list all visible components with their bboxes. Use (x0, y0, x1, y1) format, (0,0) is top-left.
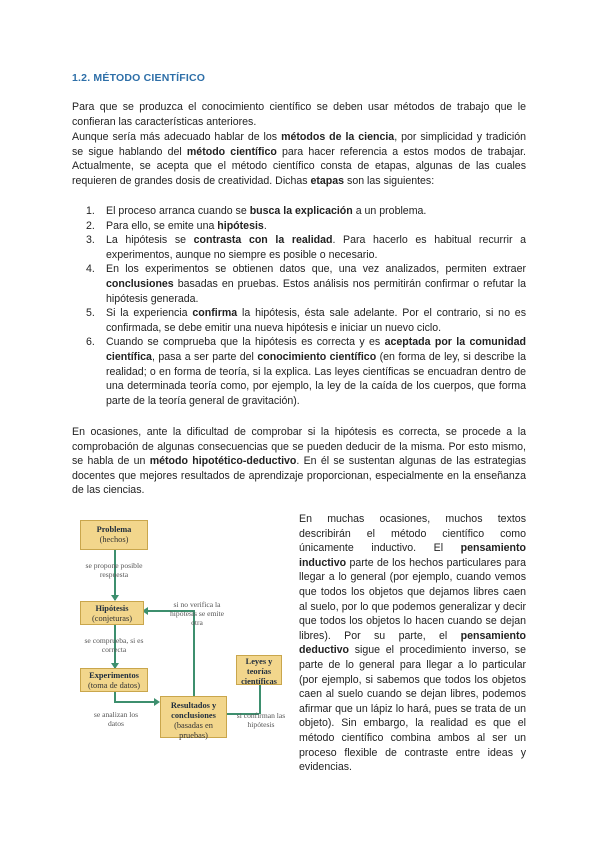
box-subtitle: (toma de datos) (87, 681, 141, 690)
list-item (72, 233, 526, 262)
box-title: Hipótesis (95, 604, 129, 613)
box-subtitle: (basadas en pruebas) (174, 721, 213, 740)
text-run: En ocasiones, ante la dificultad de comprobar si la hipótesis es correcta, se procede a la comprobación de algunas consecuencias que se pueden deducir de la misma. Por esto mismo, se habla de un (72, 426, 526, 468)
text-run: Para ello, se emite una (106, 219, 218, 232)
bold-term: etapas (310, 174, 345, 187)
comprueba-label: se comprueba, si es correcta (84, 636, 144, 654)
bold-term: método hipotético-deductivo (149, 455, 297, 468)
analizan-label: se analizan los datos (93, 710, 139, 728)
bold-term: método científico (186, 145, 277, 158)
list-item (72, 204, 526, 219)
paragraph-inductive-deductive (299, 512, 526, 775)
text-run: Cuando se comprueba que la hipótesis es correcta y es (106, 336, 385, 349)
bold-term: conclusiones (106, 277, 174, 290)
list-item (72, 262, 526, 306)
problema-box (80, 520, 148, 550)
bold-term: aceptada por la comunidad científica (106, 336, 526, 363)
text-run: La hipótesis se (106, 234, 194, 247)
bold-term: busca la explicación (249, 205, 353, 217)
list-item (72, 306, 526, 335)
propone-label: se propone posible respuesta (85, 561, 143, 579)
text-run: , por simplicidad y tradición se sigue hablando del (72, 131, 526, 158)
box-subtitle: (conjeturas) (92, 614, 132, 623)
intro-paragraph-2 (72, 130, 526, 188)
text-run: En los experimentos se obtienen datos que, una vez analizados, permiten extraer (106, 263, 526, 276)
list-number: 4. (86, 263, 95, 276)
text-run: El proceso arranca cuando se (106, 205, 250, 217)
text-run: sigue el procedimiento inverso, se parte de lo general para llegar a lo particular (por ejemplo, si sabemos que todos los objetos caen al suelo cuando se dejan libres, podemos afirmar que un lápiz lo hará, pues se trata de un objeto). Sin embargo, la realidad es que el método científico combina ambos al ser un proceso flexible de contraste entre ideas y evidencias. (299, 644, 526, 774)
method-steps-list (72, 204, 526, 408)
text-run: . Para hacerlo es habitual recurrir a experimentos, aunque no siempre es posible o necesario. (106, 234, 526, 261)
no-verifica-label: si no verifica la hipótesis se emite otra (170, 600, 224, 627)
text-run: la hipótesis, ésta sale adelante. Por el contrario, si no es confirmada, se debe emitir una nueva hipótesis e iniciar un nuevo ciclo. (106, 307, 526, 334)
list-number: 5. (86, 307, 95, 320)
connector-line (114, 701, 158, 703)
bold-term: pensamiento deductivo (299, 629, 526, 657)
bold-term: pensamiento inductivo (299, 542, 526, 569)
bold-term: hipótesis (217, 219, 264, 232)
box-subtitle: (hechos) (99, 535, 129, 544)
hipotesis-box (80, 601, 144, 625)
text-run: . (263, 219, 267, 232)
bold-term: conocimiento científico (257, 350, 377, 363)
box-title: Problema (96, 525, 132, 534)
resultados-box (160, 696, 227, 738)
experimentos-box (80, 668, 148, 692)
list-number: 3. (86, 234, 95, 247)
list-number: 1. (86, 205, 95, 217)
text-run: . En él se sustentan algunas de las estrategias docentes que mejores resultados de aprendizaje proporcionan, especialmente en la enseñanza de las ciencias. (72, 455, 527, 497)
text-run: son las siguientes: (344, 174, 435, 187)
list-item (72, 219, 526, 234)
text-run: a un problema. (352, 205, 427, 217)
text-run: para hacer referencia a estos modos de trabajar. Actualmente, se acepta que el método científico consta de etapas, algunas de las cuales requieren de grandes dosis de creatividad. Dichas (72, 145, 526, 187)
text-run: En muchas ocasiones, muchos textos describirán el método científico como únicamente inductivo. El (299, 513, 526, 555)
bold-term: contrasta con la realidad (193, 234, 333, 247)
box-title: Resultados y conclusiones (170, 701, 217, 720)
list-item (72, 335, 526, 408)
text-run: Si la experiencia (106, 307, 193, 320)
bold-term: confirma (192, 307, 238, 320)
text-run: , pasa a ser parte del (151, 350, 258, 363)
leyes-box (236, 655, 282, 685)
box-title: Leyes y teorías científicas (241, 657, 277, 686)
text-run: parte de los hechos particulares para llegar a lo general (por ejemplo, cuando vemos que todos los objetos que dejamos libres caen al suelo, por lo que podemos generalizar y decir que todos los objetos lo hacen cuando se dejan libres). Por su parte, el (299, 556, 526, 642)
scientific-method-diagram (70, 512, 290, 777)
text-run: Aunque sería más adecuado hablar de los (72, 131, 282, 143)
confirman-label: si confirman las hipótesis (236, 711, 286, 729)
paragraph-hypothetico-deductive (72, 425, 526, 498)
intro-paragraph-1: Para que se produzca el conocimiento científico se deben usar métodos de trabajo que le confieran las características anteriores. (72, 101, 526, 128)
list-number: 6. (86, 336, 95, 349)
box-title: Experimentos (89, 671, 139, 680)
text-run: basadas en pruebas. Estos análisis nos permitirán confirmar o refutar la hipótesis generada. (106, 277, 526, 305)
text-run: (en forma de ley, si describe la realidad; o en forma de teoría, si la explica. Las leyes científicas se encuadran dentro de una determinada teoría como, por ejemplo, la ley de la caída de los cuerpos, que forma parte de la teoría general de gravitación). (106, 350, 527, 407)
list-number: 2. (86, 219, 95, 232)
section-heading: 1.2. MÉTODO CIENTÍFICO (72, 72, 206, 84)
bold-term: métodos de la ciencia (281, 131, 395, 143)
